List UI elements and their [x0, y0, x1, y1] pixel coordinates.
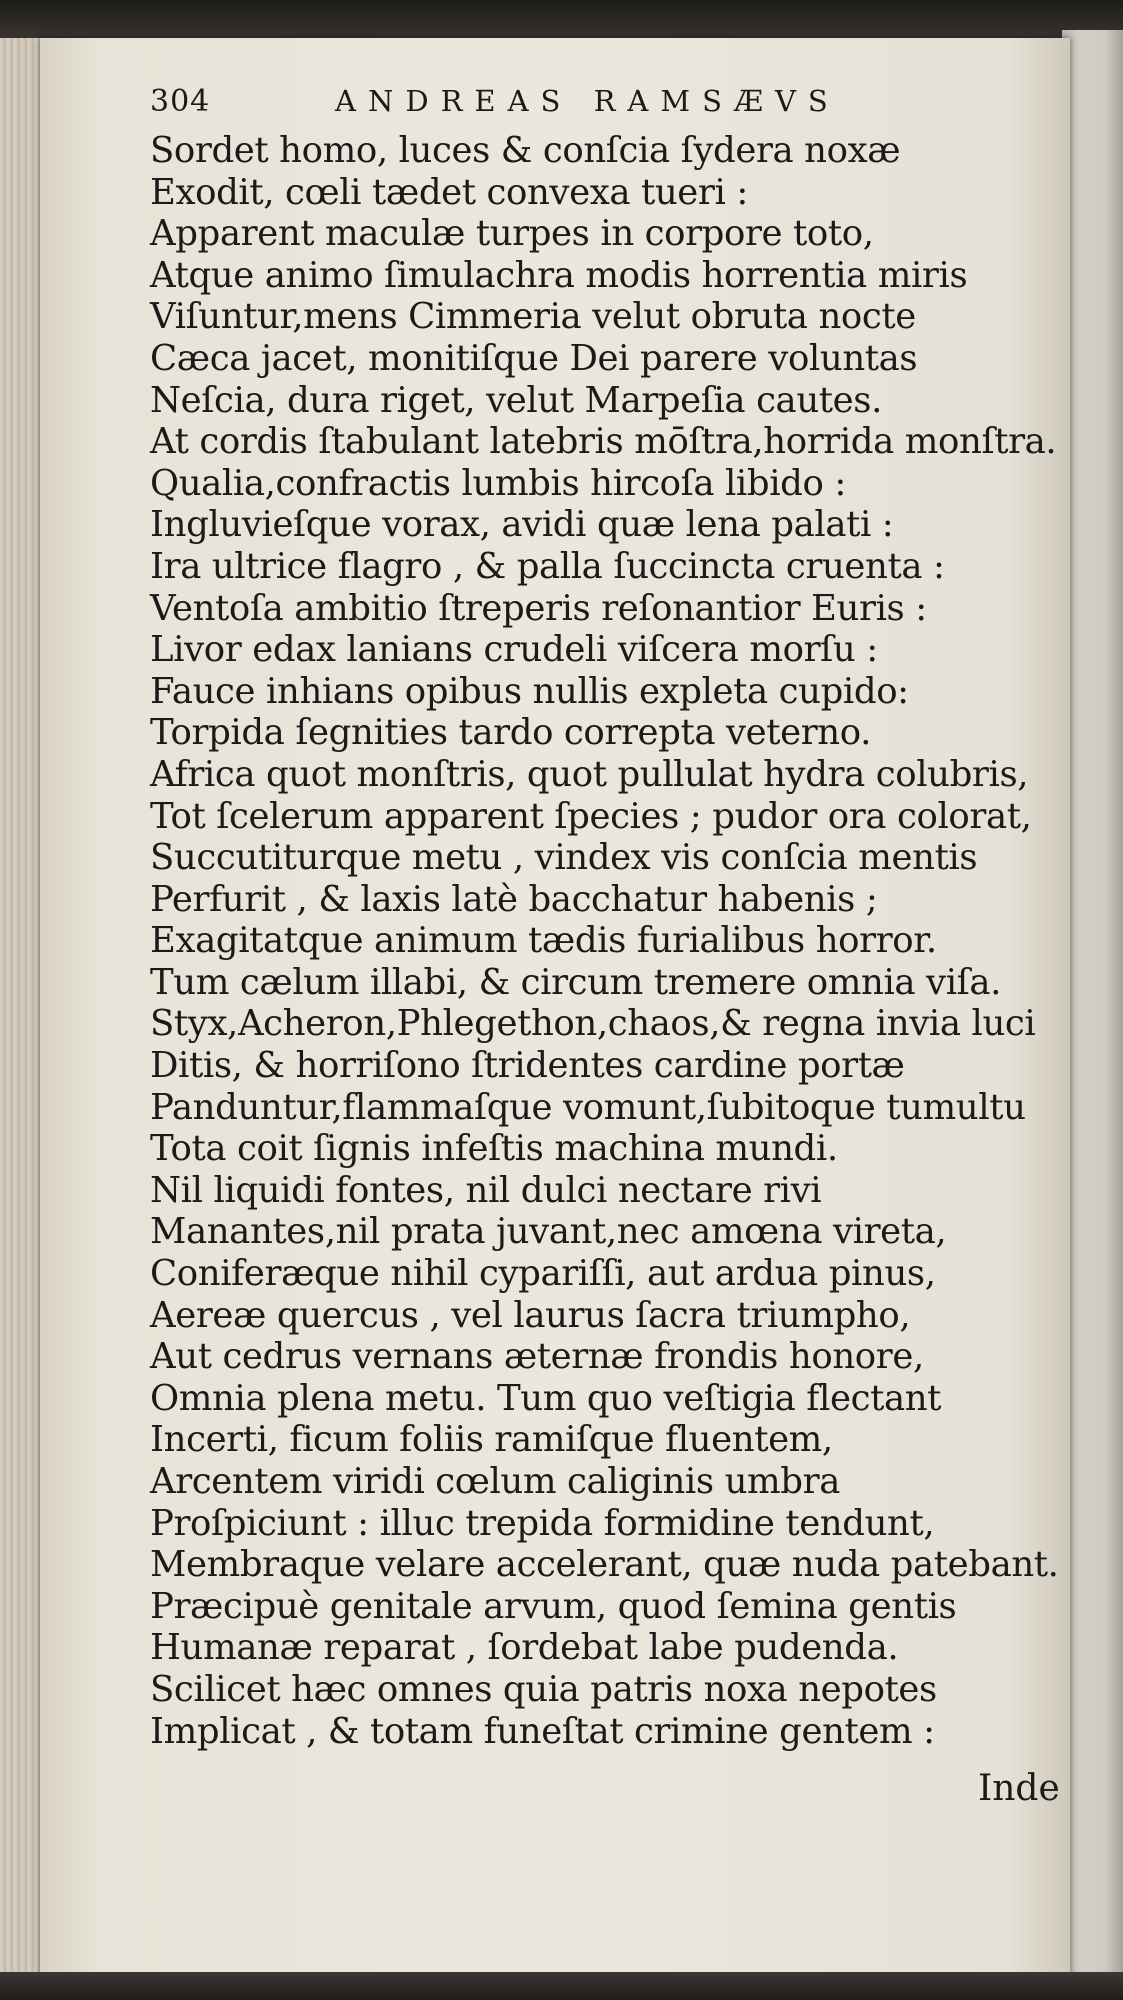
verse-line: Perfurit , & laxis latè bacchatur habenis ; [150, 878, 878, 920]
verse-line: Proſpiciunt : illuc trepida formidine tendunt, [150, 1502, 935, 1544]
verse-line: Incerti, ficum foliis ramiſque fluentem, [150, 1419, 833, 1461]
page-header [150, 84, 950, 124]
verse-line: Arcentem viridi cœlum caliginis umbra [150, 1461, 840, 1502]
verse-line: Omnia plena metu. Tum quo veſtigia flectant [150, 1377, 942, 1419]
verse-line: Manantes,nil prata juvant,nec amœna vireta, [150, 1211, 947, 1253]
verse-line: Cæca jacet, monitiſque Dei parere voluntas [150, 337, 918, 379]
verse-line: Africa quot monſtris, quot pullulat hydra colubris, [150, 753, 1029, 795]
verse-line: Membraque velare accelerant, quæ nuda patebant. [150, 1544, 1059, 1586]
verse-line: Panduntur,flammaſque vomunt,ſubitoque tumultu [150, 1086, 1026, 1128]
verse-line: Styx,Acheron,Phlegethon,chaos,& regna invia luci [150, 1003, 1036, 1045]
verse-line: Exagitatque animum tædis furialibus horror. [150, 920, 937, 962]
verse-line: Scilicet hæc omnes quia patris noxa nepotes [150, 1668, 937, 1710]
verse-line: Livor edax lanians crudeli viſcera morſu : [150, 629, 878, 671]
verse-line: Ditis, & horriſono ſtridentes cardine portæ [150, 1045, 905, 1087]
verse-line: Viſuntur,mens Cimmeria velut obruta nocte [150, 296, 916, 338]
verse-line: Aut cedrus vernans æternæ frondis honore, [150, 1336, 924, 1378]
verse-line: Aereæ quercus , vel laurus ſacra triumpho, [150, 1294, 911, 1336]
verse-line: Atque animo ſimulachra modis horrentia miris [150, 254, 968, 296]
verse-line: Nil liquidi fontes, nil dulci nectare rivi [150, 1169, 822, 1211]
verse-line: Sordet homo, luces & conſcia ſydera noxæ [150, 130, 901, 171]
page-number: 304 [150, 84, 211, 119]
verse-line: Ira ultrice flagro , & palla ſuccincta cruenta : [150, 545, 945, 587]
running-head: ANDREAS RAMSÆVS [335, 84, 840, 118]
verse-text-block [150, 130, 1070, 1752]
verse-line: Exodit, cœli tædet convexa tueri : [150, 171, 748, 213]
verse-line: Tot ſcelerum apparent ſpecies ; pudor ora colorat, [150, 795, 1032, 837]
verse-line: Torpida ſegnities tardo correpta veterno. [150, 712, 871, 754]
verse-line: Qualia,confractis lumbis hircoſa libido : [150, 462, 846, 504]
verse-line: Ingluvieſque vorax, avidi quæ lena palati : [150, 504, 894, 546]
verse-line: Humanæ reparat , ſordebat labe pudenda. [150, 1627, 899, 1669]
facing-page-edge [1062, 30, 1123, 1980]
binding-bottom-shadow [0, 1972, 1123, 2000]
verse-line: Implicat , & totam funeſtat crimine gentem : [150, 1710, 935, 1752]
verse-line: Tum cælum illabi, & circum tremere omnia viſa. [150, 961, 1002, 1003]
catchword: Inde [978, 1768, 1060, 1809]
verse-line: Tota coit ſignis infeſtis machina mundi. [150, 1128, 838, 1170]
verse-line: At cordis ſtabulant latebris mōſtra,horrida monſtra. [150, 421, 1057, 463]
verse-line: Ventoſa ambitio ſtreperis reſonantior Euris : [150, 587, 927, 629]
verse-line: Neſcia, dura riget, velut Marpeſia cautes. [150, 379, 882, 421]
verse-line: Fauce inhians opibus nullis expleta cupido: [150, 670, 909, 712]
verse-line: Apparent maculæ turpes in corpore toto, [150, 213, 874, 255]
verse-line: Coniferæque nihil cypariſſi, aut ardua pinus, [150, 1253, 936, 1295]
verse-line: Præcipuè genitale arvum, quod ſemina gentis [150, 1585, 957, 1627]
verse-line: Succutiturque metu , vindex vis conſcia mentis [150, 837, 978, 879]
